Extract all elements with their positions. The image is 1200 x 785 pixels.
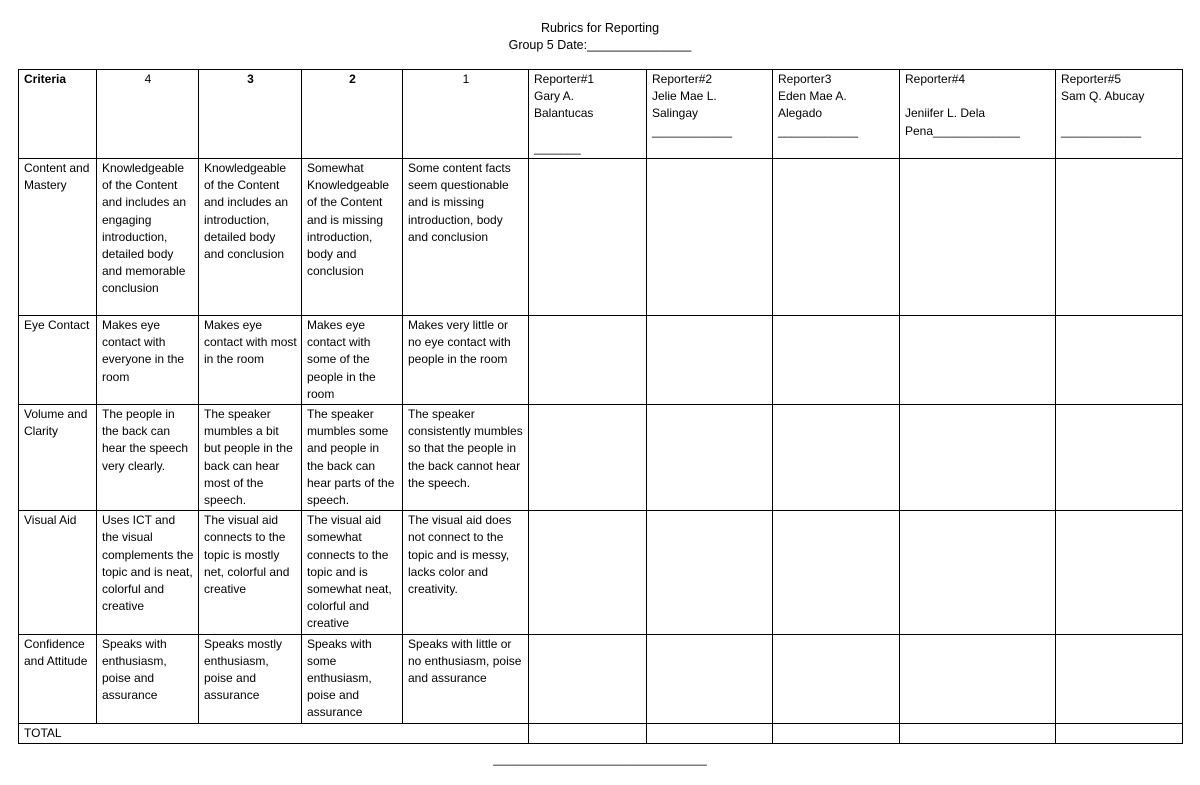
descriptor-cell: The speaker mumbles some and people in the back can hear parts of the speech. (302, 405, 403, 511)
descriptor-cell: Somewhat Knowledgeable of the Content and is missing introduction, body and conclusion (302, 159, 403, 316)
criteria-label: Eye Contact (19, 316, 97, 405)
score-cell (529, 511, 647, 634)
criteria-label: Visual Aid (19, 511, 97, 634)
criteria-row-eye-contact (19, 316, 1183, 405)
reporter-header (900, 70, 1056, 159)
reporter-name: Jeniifer L. Dela (905, 106, 986, 121)
descriptor-cell: Speaks with little or no enthusiasm, poise and assurance (403, 634, 529, 723)
group-date-line: Group 5 Date:_______________ (508, 38, 692, 52)
reporter-score-line: ____________ (652, 123, 733, 138)
score-cell (773, 511, 900, 634)
total-score-cell (773, 723, 900, 743)
score-cell (647, 511, 773, 634)
descriptor-cell: The speaker mumbles a bit but people in the back can hear most of the speech. (199, 405, 302, 511)
descriptor-cell: Knowledgeable of the Content and includes an introduction, detailed body and conclusion (199, 159, 302, 316)
reporter-label: Reporter#2 (652, 72, 713, 86)
reporter-blank (905, 88, 1051, 105)
reporter-blank (534, 123, 642, 140)
reporter-label: Reporter#5 (1061, 72, 1122, 86)
score-cell (1056, 159, 1183, 316)
reporter-name: Pena_____________ (905, 123, 1020, 138)
reporter-name: Eden Mae A. (778, 89, 847, 104)
descriptor-cell: Makes eye contact with most in the room (199, 316, 302, 405)
descriptor-cell: Makes eye contact with everyone in the room (97, 316, 199, 405)
score-cell (1056, 316, 1183, 405)
reporter-name: Sam Q. Abucay (1061, 89, 1145, 104)
total-score-cell (647, 723, 773, 743)
criteria-row-visual-aid (19, 511, 1183, 634)
reporter-name: Gary A. (534, 89, 575, 104)
score-cell (773, 159, 900, 316)
criteria-row-confidence-attitude (19, 634, 1183, 723)
column-header-score-2: 2 (302, 70, 403, 159)
reporter-label: Reporter3 (778, 72, 832, 86)
reporter-label: Reporter#4 (905, 72, 966, 86)
score-cell (647, 316, 773, 405)
score-cell (647, 405, 773, 511)
score-cell (529, 316, 647, 405)
rubric-table (18, 69, 1183, 744)
descriptor-cell: The visual aid somewhat connects to the topic and is somewhat neat, colorful and creative (302, 511, 403, 634)
score-cell (529, 405, 647, 511)
criteria-row-volume-clarity (19, 405, 1183, 511)
descriptor-cell: Knowledgeable of the Content and includes an engaging introduction, detailed body and memorable conclusion (97, 159, 199, 316)
descriptor-cell: Uses ICT and the visual complements the topic and is neat, colorful and creative (97, 511, 199, 634)
criteria-label: Volume and Clarity (19, 405, 97, 511)
descriptor-cell: The visual aid does not connect to the topic and is messy, lacks color and creativity. (403, 511, 529, 634)
header-row (19, 70, 1183, 159)
descriptor-cell: The visual aid connects to the topic is mostly net, colorful and creative (199, 511, 302, 634)
document-title: Rubrics for Reporting (540, 21, 660, 35)
descriptor-cell: The speaker consistently mumbles so that the people in the back cannot hear the speech. (403, 405, 529, 511)
column-header-score-3: 3 (199, 70, 302, 159)
total-score-cell (900, 723, 1056, 743)
score-cell (529, 159, 647, 316)
column-header-criteria: Criteria (19, 70, 97, 159)
reporter-score-line: _______ (534, 140, 581, 155)
reporter-name: Alegado (778, 106, 823, 121)
reporter-name: Balantucas (534, 106, 594, 121)
score-cell (1056, 634, 1183, 723)
reporter-label: Reporter#1 (534, 72, 595, 86)
reporter-header (529, 70, 647, 159)
total-score-cell (1056, 723, 1183, 743)
score-cell (773, 634, 900, 723)
criteria-label: Confidence and Attitude (19, 634, 97, 723)
score-cell (1056, 405, 1183, 511)
reporter-blank (1061, 105, 1178, 122)
score-cell (647, 159, 773, 316)
signature-line: ________________________________ (493, 752, 707, 766)
score-cell (773, 316, 900, 405)
score-cell (1056, 511, 1183, 634)
score-cell (900, 316, 1056, 405)
reporter-score-line: ____________ (778, 123, 859, 138)
reporter-name: Jelie Mae L. (652, 89, 717, 104)
reporter-score-line: ____________ (1061, 123, 1142, 138)
reporter-name: Salingay (652, 106, 699, 121)
score-cell (900, 159, 1056, 316)
descriptor-cell: Some content facts seem questionable and is missing introduction, body and conclusion (403, 159, 529, 316)
score-cell (900, 634, 1056, 723)
descriptor-cell: The people in the back can hear the speech very clearly. (97, 405, 199, 511)
descriptor-cell: Speaks mostly enthusiasm, poise and assurance (199, 634, 302, 723)
score-cell (900, 405, 1056, 511)
score-cell (529, 634, 647, 723)
total-label: TOTAL (19, 723, 529, 743)
score-cell (900, 511, 1056, 634)
criteria-label: Content and Mastery (19, 159, 97, 316)
score-cell (773, 405, 900, 511)
column-header-score-4: 4 (97, 70, 199, 159)
descriptor-cell: Speaks with some enthusiasm, poise and assurance (302, 634, 403, 723)
reporter-header (773, 70, 900, 159)
descriptor-cell: Makes very little or no eye contact with people in the room (403, 316, 529, 405)
descriptor-cell: Makes eye contact with some of the people in the room (302, 316, 403, 405)
reporter-header (1056, 70, 1183, 159)
reporter-header (647, 70, 773, 159)
criteria-row-content-mastery (19, 159, 1183, 316)
total-row (19, 723, 1183, 743)
total-score-cell (529, 723, 647, 743)
document-header (0, 20, 1200, 54)
descriptor-cell: Speaks with enthusiasm, poise and assurance (97, 634, 199, 723)
score-cell (647, 634, 773, 723)
column-header-score-1: 1 (403, 70, 529, 159)
